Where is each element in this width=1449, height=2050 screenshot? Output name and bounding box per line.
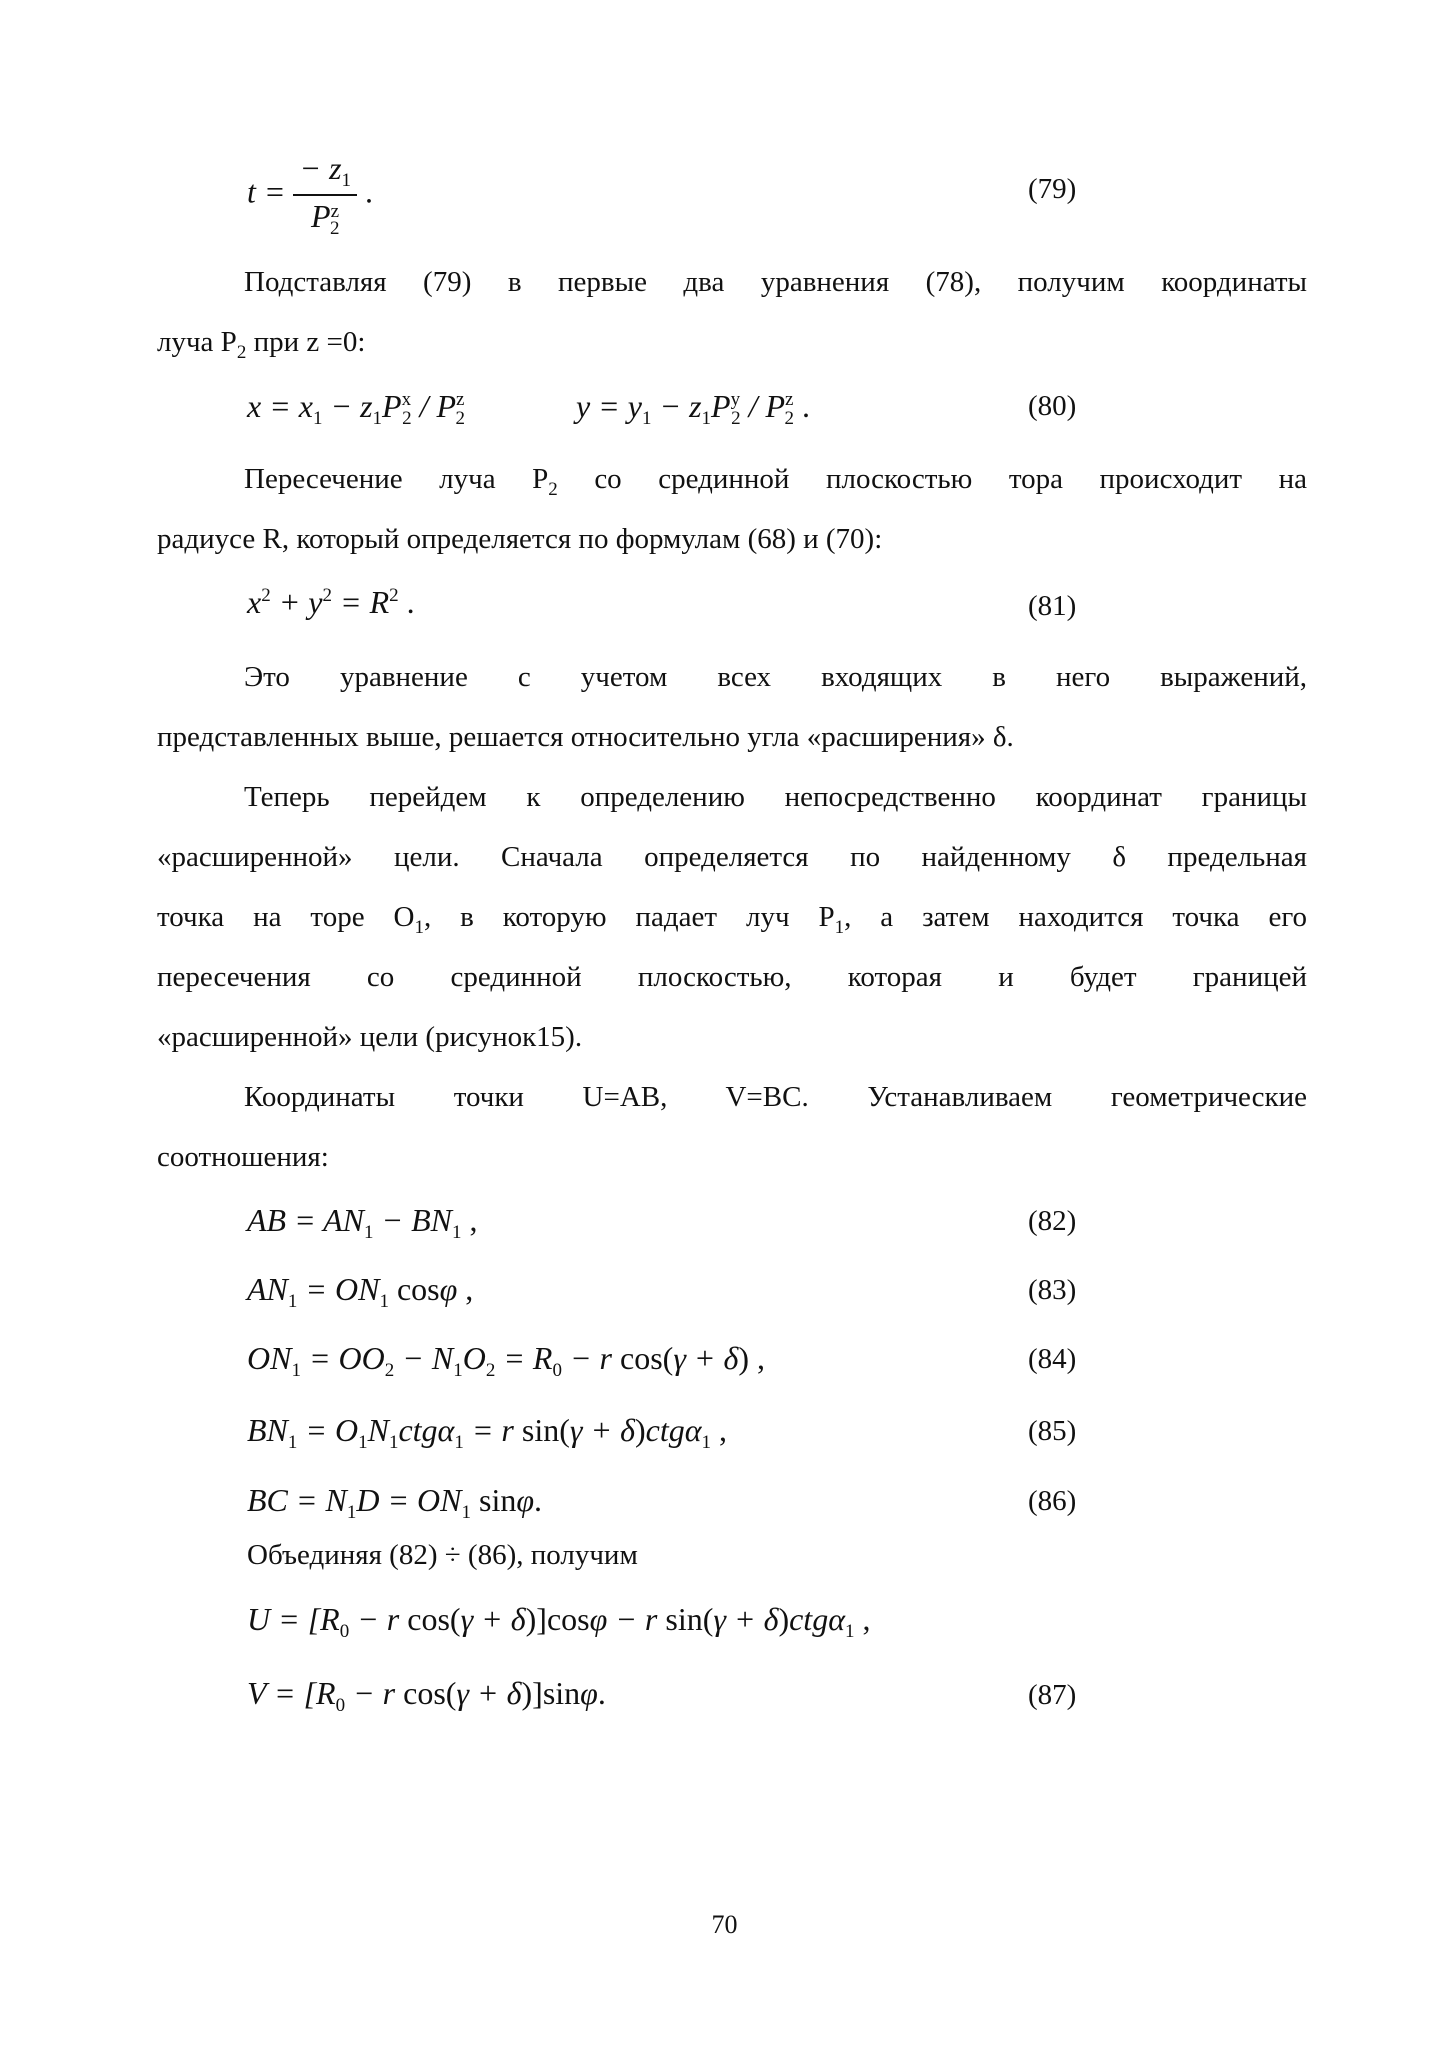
paragraph: Это уравнение с учетом всех входящих в него выражений, <box>244 661 1307 693</box>
equation-number: (84) <box>1028 1343 1077 1375</box>
equation-85: $BN_1 = O_1N_1ctg\alpha_1 = r$ sin(γ + δ)ctgα$_1$ , <box>247 1412 727 1453</box>
paragraph-continuation: представленных выше, решается относительно угла «расширения» δ. <box>157 721 1014 753</box>
equation-number: (82) <box>1028 1205 1077 1237</box>
equation-83: $AN_1 = ON_1$ cosφ , <box>247 1271 474 1312</box>
paragraph-continuation: пересечения со срединной плоскостью, которая и будет границей <box>157 961 1307 993</box>
paragraph-continuation: «расширенной» цели. Сначала определяется по найденному δ предельная <box>157 841 1307 873</box>
equation-number: (87) <box>1028 1679 1077 1711</box>
paragraph-continuation: луча $P_2$ при z =0: <box>157 326 366 363</box>
equation-number: (80) <box>1028 390 1077 422</box>
equation-79: t = $\frac{- z_1}{P^z_2}$ . <box>247 150 374 239</box>
paragraph: Объединяя (82) ÷ (86), получим <box>247 1539 638 1571</box>
paragraph: Пересечение луча $P_2$ со срединной плоскостью тора происходит на <box>244 463 1307 500</box>
paragraph: Координаты точки U=AB, V=BC. Устанавливаем геометрические <box>244 1081 1307 1113</box>
equation-82: AB = $AN_1 - BN_1$ , <box>247 1202 478 1243</box>
paragraph: Подставляя (79) в первые два уравнения (78), получим координаты <box>244 266 1307 298</box>
equation-number: (86) <box>1028 1485 1077 1517</box>
equation-87-v: $V = [R_0 - r$ cos(γ + δ)]sinφ. <box>247 1675 606 1716</box>
equation-number: (81) <box>1028 590 1077 622</box>
equation-87-u: $U = [R_0 - r$ cos(γ + δ)]cosφ − r sin(γ + δ)ctgα$_1$ , <box>247 1601 871 1642</box>
fraction: $\frac{- z_1}{P^z_2}$ <box>293 152 357 238</box>
paragraph-continuation: соотношения: <box>157 1141 329 1173</box>
equation-number: (83) <box>1028 1274 1077 1306</box>
paragraph-continuation: «расширенной» цели (рисунок15). <box>157 1021 583 1053</box>
paragraph-continuation: точка на торе $O_1$, в которую падает луч $P_1$, а затем находится точка его <box>157 901 1307 938</box>
equation-81: $x^2 + y^2 = R^2$ . <box>247 584 415 620</box>
equation-number: (85) <box>1028 1415 1077 1447</box>
paragraph-continuation: радиусе R, который определяется по формулам (68) и (70): <box>157 523 883 555</box>
equation-84: $ON_1 = OO_2 - N_1O_2 = R_0 - r$ cos(γ + δ) , <box>247 1340 766 1381</box>
equation-80: $x = x_1 - z_1P^x_2 / P^z_2$ $y = y_1 - z_1P^y_2 / P^z_2$ . <box>247 388 810 429</box>
equation-number: (79) <box>1028 173 1077 205</box>
equation-86: BC = $N_1D = ON_1$ sinφ. <box>247 1482 543 1523</box>
paragraph: Теперь перейдем к определению непосредственно координат границы <box>244 781 1307 813</box>
page-number: 70 <box>711 1910 738 1939</box>
